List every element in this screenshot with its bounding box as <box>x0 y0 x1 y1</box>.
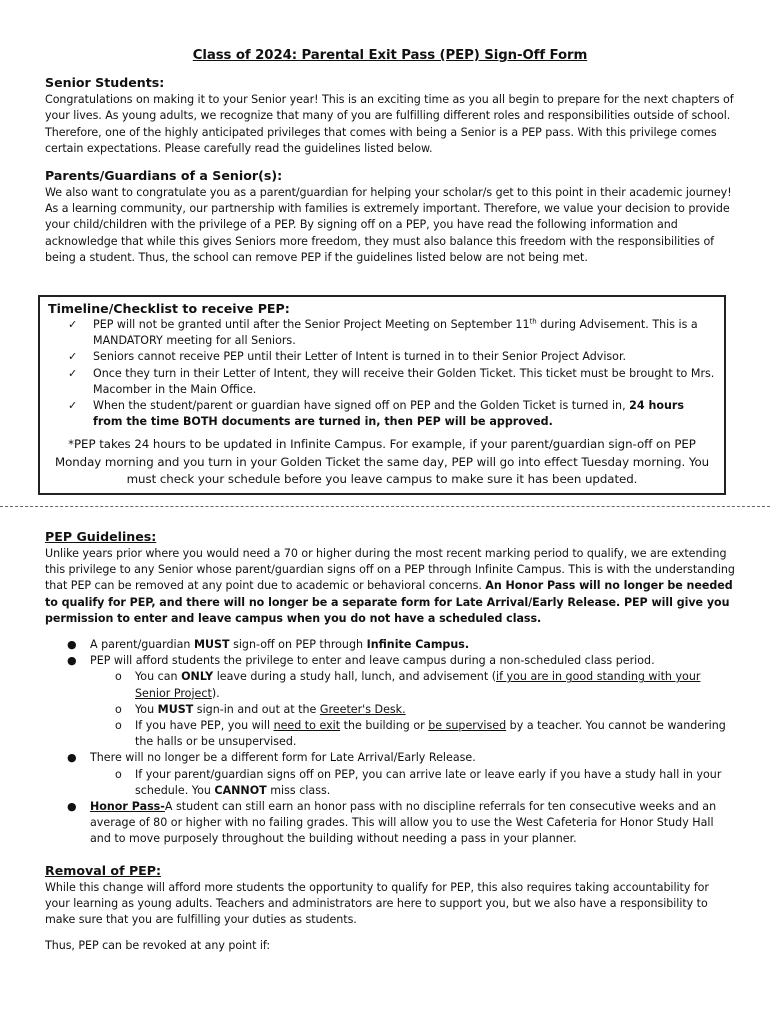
cut-line <box>0 506 770 507</box>
checklist-item: ✓ Seniors cannot receive PEP until their Letter of Intent is turned in to their Senior Project Advisor. <box>68 349 716 365</box>
circle-bullet-icon: o <box>115 767 122 781</box>
parents-heading: Parents/Guardians of a Senior(s): <box>45 168 283 184</box>
circle-bullet-icon: o <box>115 702 122 716</box>
check-icon: ✓ <box>68 350 78 364</box>
removal-heading: Removal of PEP: <box>45 862 162 878</box>
sub-list-item: o If your parent/guardian signs off on PEP, you can arrive late or leave early if you have a study hall in your schedule. You CANNOT miss class. <box>115 767 722 797</box>
sub-list-item: o You can ONLY leave during a study hall, lunch, and advisement (if you are in good standing with your Senior Project). <box>115 670 701 700</box>
senior-section <box>45 74 735 157</box>
list-item: ● Honor Pass-A student can still earn an honor pass with no discipline referrals for ten consecutive weeks and an average of 80 or higher with no failing grades. This will allow you to use the West Cafeteria for Honor Study Hall and to move purposely throughout the building without needing a pass in your planner. <box>67 800 717 846</box>
checklist-item: ✓ PEP will not be granted until after the Senior Project Meeting on September 11th during Advisement. This is a MANDATORY meeting for all Seniors. <box>68 317 698 348</box>
removal-section <box>45 862 735 955</box>
check-icon: ✓ <box>68 318 78 331</box>
checklist-item: ✓ When the student/parent or guardian have signed off on PEP and the Golden Ticket is turned in, 24 hours from the time BOTH documents are turned in, then PEP will be approved. <box>68 399 684 429</box>
parents-body: We also want to congratulate you as a parent/guardian for helping your scholar/s get to this point in their academic journey! As a learning community, our partnership with families is extremely important. Therefore, we value your decision to provide your child/children with the privilege of a PEP. By signing off on a PEP, you have read the following information and acknowledge that while this gives Seniors more freedom, they must also balance this freedom with the responsibilities of being a student. Thus, the school can remove PEP if the guidelines listed below are not being met. <box>45 186 732 264</box>
removal-conditions-intro: Thus, PEP can be revoked at any point if: <box>45 939 271 953</box>
circle-bullet-icon: o <box>115 670 122 684</box>
timeline-heading: Timeline/Checklist to receive PEP: <box>48 301 290 316</box>
guidelines-body: Unlike years prior where you would need a 70 or higher during the most recent marking period to qualify, we are extending this privilege to any Senior whose parent/guardian signs off on a PEP through Infinite Campus. This is with the understanding that PEP can be removed at any point due to academic or behavioral concerns. An Honor Pass will no longer be needed to qualify for PEP, and there will no longer be a separate form for Late Arrival/Early Release. PEP will give you permission to enter and leave campus when you do not have a scheduled class. <box>45 547 735 625</box>
sub-list <box>90 669 735 750</box>
bullet-icon: ● <box>67 638 77 652</box>
check-icon: ✓ <box>68 399 78 413</box>
sub-list-item: o You MUST sign-in and out at the Greeter's Desk. <box>90 702 735 718</box>
removal-body: While this change will afford more students the opportunity to qualify for PEP, this also requires taking accountability for your learning as young adults. Teachers and administrators are here to support you, but we also have a responsibility to make sure that you are fulfilling your duties as students. <box>45 880 709 927</box>
form-title: Class of 2024: Parental Exit Pass (PEP) Sign-Off Form <box>192 48 588 63</box>
timeline-box <box>38 295 726 495</box>
senior-heading: Senior Students: <box>45 75 165 91</box>
guidelines-section <box>45 528 735 848</box>
form-page-top <box>45 48 735 276</box>
guidelines-heading: PEP Guidelines: <box>45 529 157 544</box>
form-page-lower <box>45 528 735 964</box>
senior-body: Congratulations on making it to your Senior year! This is an exciting time as you all begin to prepare for the next chapters of your lives. As young adults, we recognize that many of you are fulfilling different roles and responsibilities outside of school. Therefore, one of the highly anticipated privileges that comes with being a Senior is a PEP pass. With this privilege comes certain expectations. Please carefully read the guidelines listed below. <box>45 93 734 155</box>
parents-section <box>45 167 735 266</box>
bullet-icon: ● <box>67 654 77 668</box>
check-icon: ✓ <box>68 366 78 380</box>
checklist-item: ✓ Once they turn in their Letter of Intent, they will receive their Golden Ticket. This ticket must be brought to Mrs. Macomber in the Main Office. <box>68 366 715 396</box>
timeline-note: *PEP takes 24 hours to be updated in Infinite Campus. For example, if your parent/guardian sign-off on PEP Monday morning and you turn in your Golden Ticket the same day, PEP will go into effect Tuesday morning. You must check your schedule before you leave campus to make sure it has been updated. <box>54 437 710 487</box>
sub-list <box>90 767 735 799</box>
list-item: ● A parent/guardian MUST sign-off on PEP through Infinite Campus. <box>45 637 735 653</box>
list-item: ● There will no longer be a different form for Late Arrival/Early Release. o If your parent/guardian signs off on PEP, you can arrive late or leave early if you have a study hall in your schedule. You CANNOT miss class. <box>45 750 735 799</box>
checklist <box>48 317 716 430</box>
bullet-icon: ● <box>67 751 77 765</box>
list-item: ● PEP will afford students the privilege to enter and leave campus during a non-scheduled class period. o You can ONLY leave during a study hall, lunch, and advisement (if you are in good standing with your Senior Project). o You MUST sign-in and out at the Greeter's Desk. o If you have PEP, you will need to exit the building or be supervised by a teacher. You cannot be wandering the halls or be unsupervised. <box>45 653 735 750</box>
guidelines-list <box>45 637 735 848</box>
sub-list-item: o If you have PEP, you will need to exit the building or be supervised by a teacher. You cannot be wandering the halls or be unsupervised. <box>115 719 726 749</box>
bullet-icon: ● <box>67 800 77 814</box>
circle-bullet-icon: o <box>115 719 122 733</box>
